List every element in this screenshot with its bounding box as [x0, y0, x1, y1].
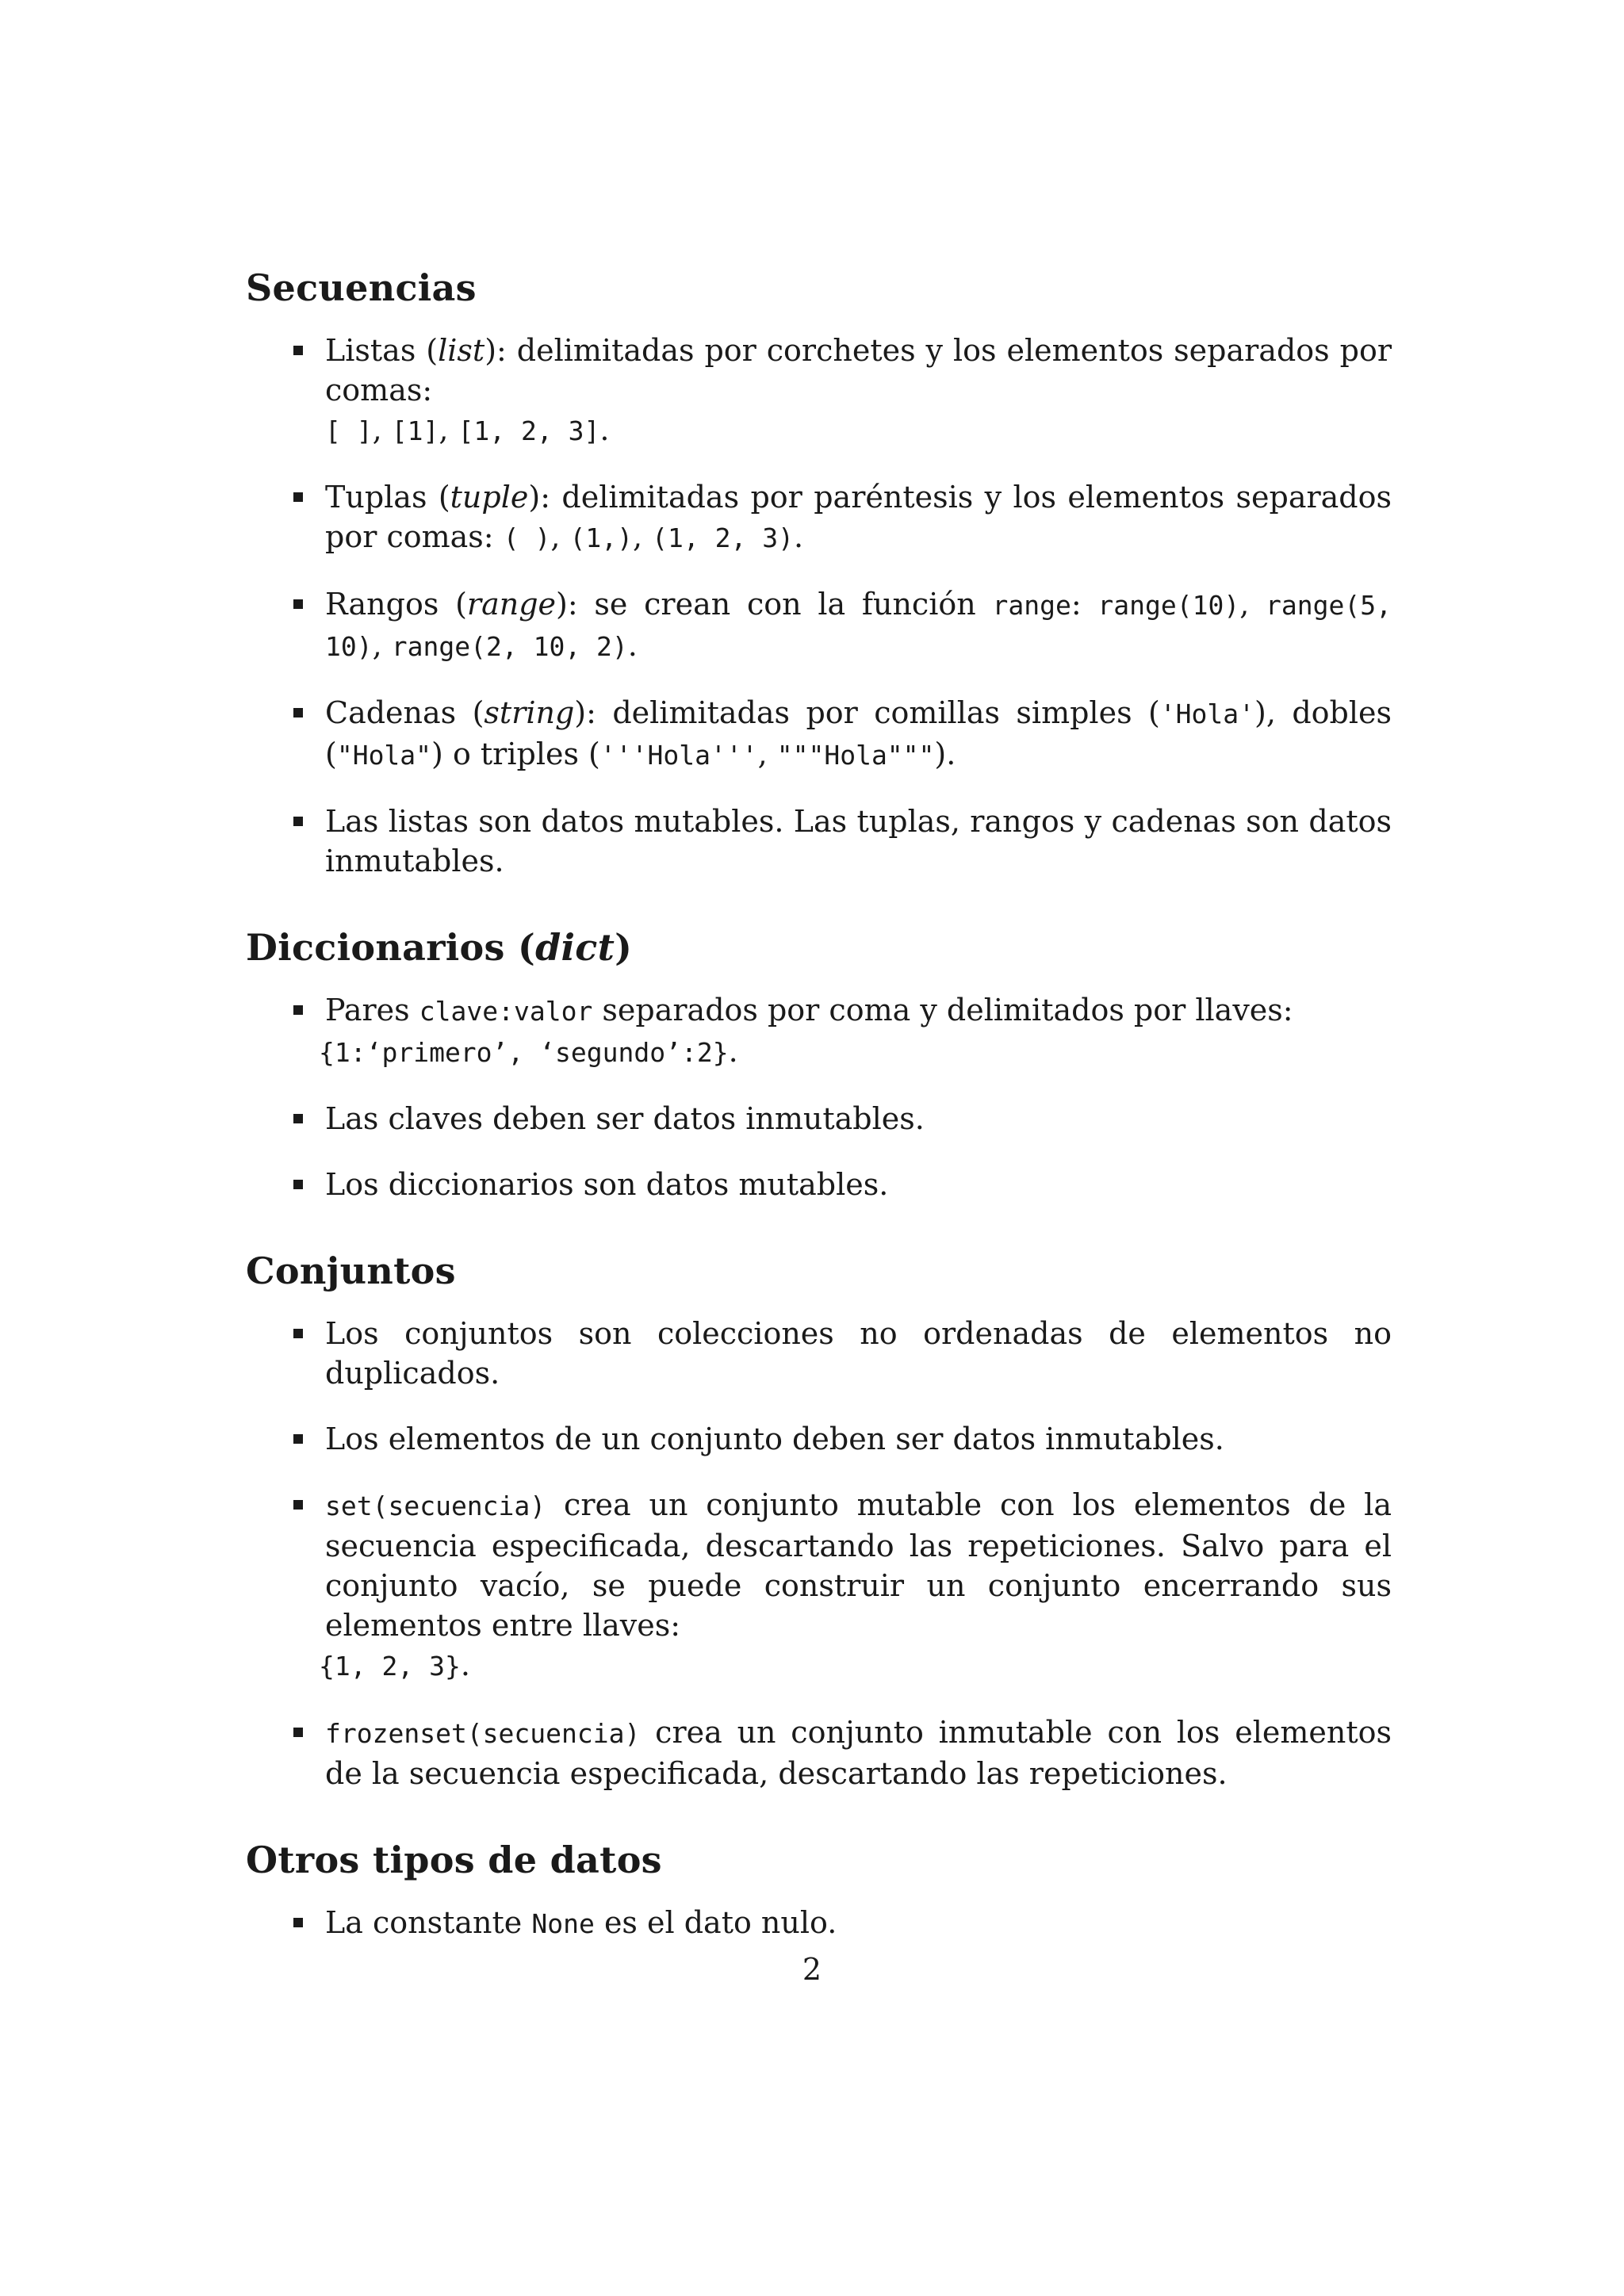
bullet-icon	[293, 1918, 303, 1927]
code-list-three: [1, 2, 3]	[458, 415, 600, 446]
page-content	[246, 266, 1392, 1944]
bullet-icon	[293, 1728, 303, 1737]
section-title-diccionarios: Diccionarios (dict)	[246, 926, 633, 969]
code-empty-list: [ ]	[325, 415, 373, 446]
bullet-list-otros	[246, 1903, 1392, 1944]
bullet-icon	[293, 1114, 303, 1123]
section-title-conjuntos: Conjuntos	[246, 1249, 456, 1292]
term-range: range	[466, 587, 557, 622]
bullet-icon	[293, 1180, 303, 1189]
list-item-tuplas: Tuplas (tuple): delimitadas por paréntesis y los elementos separados por comas: ( ), (1,), (1, 2, 3).	[246, 477, 1392, 558]
list-item-pares: Pares clave:valor separados por coma y delimitados por llaves: {1:‘primero’, ‘segundo’:2}.	[246, 990, 1392, 1073]
code-range-func: range	[992, 590, 1071, 621]
section-title-secuencias: Secuencias	[246, 266, 477, 309]
code-none: None	[531, 1908, 595, 1939]
bullet-list-conjuntos	[246, 1314, 1392, 1793]
bullet-icon	[293, 492, 303, 502]
list-item-claves: Las claves deben ser datos inmutables.	[246, 1099, 1392, 1138]
list-item-mutabilidad: Las listas son datos mutables. Las tuplas, rangos y cadenas son datos inmutables.	[246, 802, 1392, 881]
bullet-icon	[293, 346, 303, 355]
dict-example-line: {1:‘primero’, ‘segundo’:2}.	[319, 1034, 738, 1069]
section-conjuntos	[246, 1249, 1392, 1793]
code-list-one: [1]	[391, 415, 439, 446]
list-item-set: set(secuencia) crea un conjunto mutable con los elementos de la secuencia especificada, descartando las repeticiones. Salvo para el conjunto vacío, se puede construir un conjunto encerrando sus elementos entre llaves: {1, 2, 3}.	[246, 1485, 1392, 1686]
code-single-quotes: 'Hola'	[1159, 698, 1255, 729]
term-tuple: tuple	[450, 480, 529, 515]
bullet-list-secuencias	[246, 331, 1392, 881]
section-secuencias	[246, 266, 1392, 881]
code-triple-double: """Hola"""	[776, 740, 935, 771]
term-list: list	[438, 333, 485, 368]
code-range-5-10: range(5, 10)	[325, 590, 1392, 662]
code-dict-example: {1:‘primero’, ‘segundo’:2}	[319, 1037, 729, 1068]
bullet-icon	[293, 817, 303, 826]
code-range-2-10-2: range(2, 10, 2)	[391, 631, 628, 662]
code-double-quotes: "Hola"	[336, 740, 432, 771]
list-item-rangos: Rangos (range): se crean con la función range: range(10), range(5, 10), range(2, 10, 2).	[246, 584, 1392, 667]
section-otros	[246, 1838, 1392, 1944]
list-item-frozenset: frozenset(secuencia) crea un conjunto inmutable con los elementos de la secuencia especificada, descartando las repeticiones.	[246, 1712, 1392, 1793]
list-item-dict-mutables: Los diccionarios son datos mutables.	[246, 1165, 1392, 1204]
code-empty-tuple: ( )	[503, 522, 551, 553]
bullet-list-diccionarios	[246, 990, 1392, 1204]
code-tuple-three: (1, 2, 3)	[652, 522, 794, 553]
bullet-icon	[293, 1005, 303, 1015]
title-term-dict: dict	[535, 926, 615, 969]
code-frozenset-secuencia: frozenset(secuencia)	[325, 1718, 641, 1749]
term-string: string	[484, 695, 575, 730]
list-item-elementos: Los elementos de un conjunto deben ser datos inmutables.	[246, 1419, 1392, 1459]
set-example-line: {1, 2, 3}.	[319, 1647, 470, 1682]
bullet-icon	[293, 1329, 303, 1338]
code-set-example: {1, 2, 3}	[319, 1651, 461, 1682]
code-triple-single: '''Hola'''	[599, 740, 758, 771]
page-number: 2	[802, 1952, 822, 1987]
bullet-icon	[293, 1500, 303, 1510]
list-item-listas: Listas (list): delimitadas por corchetes y los elementos separados por comas: [ ], [1], [1, 2, 3].	[246, 331, 1392, 451]
code-clave-valor: clave:valor	[419, 996, 593, 1027]
bullet-icon	[293, 599, 303, 609]
code-set-secuencia: set(secuencia)	[325, 1490, 546, 1521]
section-diccionarios	[246, 925, 1392, 1204]
section-title-otros: Otros tipos de datos	[246, 1839, 662, 1881]
list-item-cadenas: Cadenas (string): delimitadas por comillas simples ('Hola'), dobles ("Hola") o triples ('''Hola''', """Hola""").	[246, 693, 1392, 775]
bullet-icon	[293, 708, 303, 718]
list-item-colecciones: Los conjuntos son colecciones no ordenadas de elementos no duplicados.	[246, 1314, 1392, 1393]
list-item-none: La constante None es el dato nulo.	[246, 1903, 1392, 1944]
bullet-icon	[293, 1434, 303, 1444]
code-range-10: range(10)	[1097, 590, 1240, 621]
code-tuple-one: (1,)	[569, 522, 633, 553]
